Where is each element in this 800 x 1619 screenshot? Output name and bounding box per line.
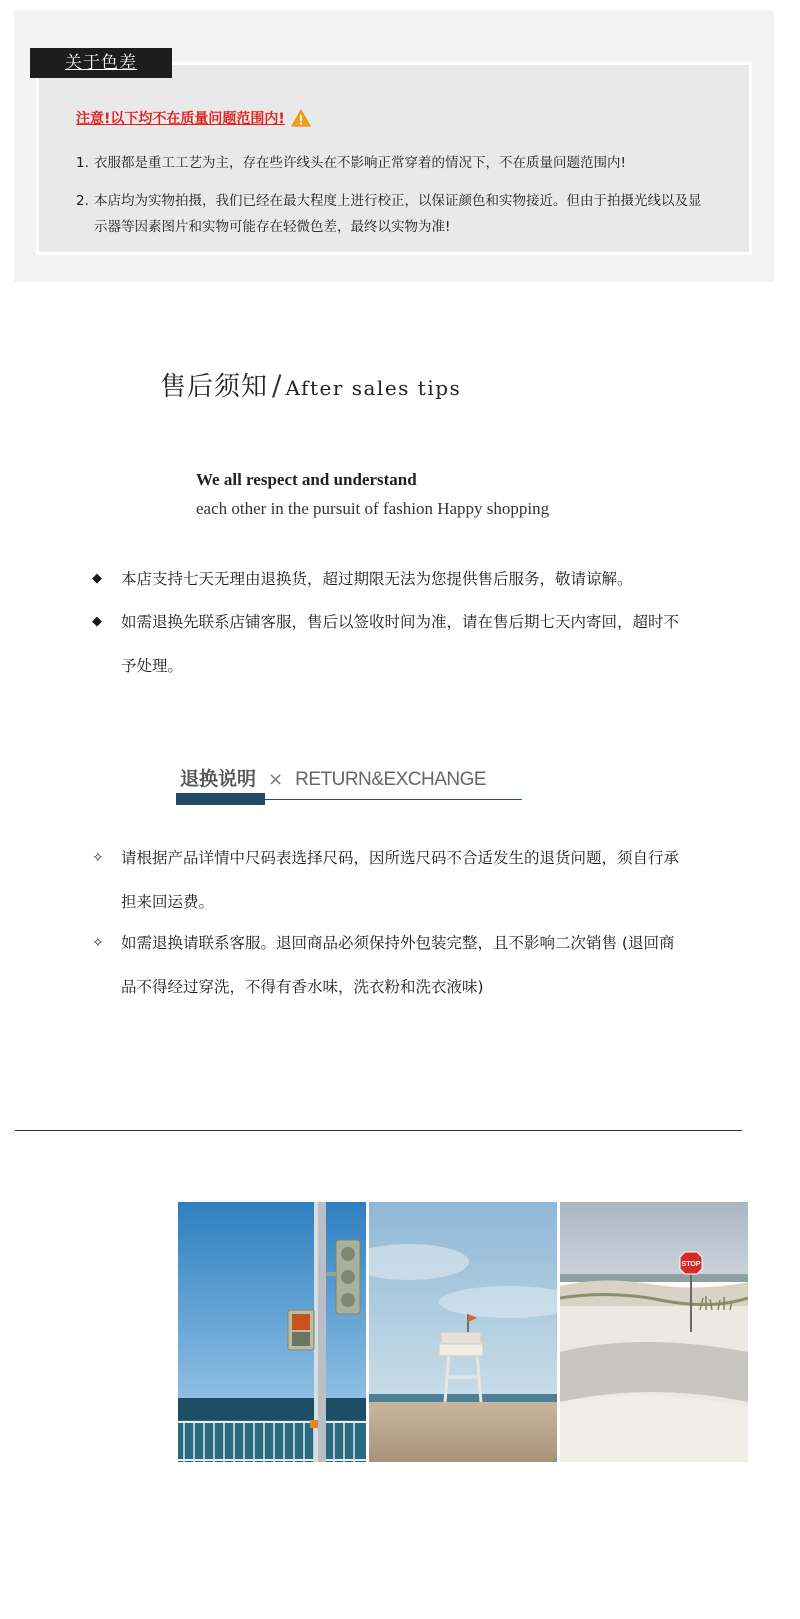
return-exchange-bullet-text: 如需退换请联系客服。退回商品必须保持外包装完整，且不影响二次销售 (退回商品不得经过穿洗，不得有香水味，洗衣粉和洗衣液味) [121,934,675,996]
color-difference-title: 关于色差 [30,48,172,78]
return-exchange-accent-block [176,793,265,805]
sparkle-bullet-icon: ✧ [92,935,104,951]
diamond-bullet-icon: ◆ [92,614,102,629]
after-sales-bullet-text: 如需退换先联系店铺客服，售后以签收时间为准，请在售后期七天内寄回，超时不予处理。 [121,613,680,675]
return-exchange-bullet [92,836,681,924]
return-exchange-bullet-text: 请根据产品详情中尺码表选择尺码，因所选尺码不合适发生的退货问题，须自行承担来回运费。 [121,849,680,911]
item-text: 本店均为实物拍摄，我们已经在最大程度上进行校正，以保证颜色和实物接近。但由于拍摄光线以及显示器等因素图片和实物可能存在轻微色差，最终以实物为准! [94,193,702,235]
stop-sign-text: STOP [681,1261,701,1268]
after-sales-title-en: After sales tips [285,376,462,400]
photo-stop-sign [560,1202,748,1462]
after-sales-slash: / [272,369,282,402]
after-sales-subtitle-2: each other in the pursuit of fashion Happy shopping [196,499,550,518]
quality-warning-text: 注意!以下均不在质量问题范围内! [76,111,285,127]
return-exchange-bullet [92,921,681,1009]
after-sales-bullet [92,600,681,688]
warning-triangle-icon [291,109,311,127]
return-exchange-title-en: RETURN&EXCHANGE [295,769,487,790]
photo-traffic-light [178,1202,366,1462]
return-exchange-heading [180,764,486,791]
after-sales-bullet [92,557,681,601]
item-text: 衣服都是重工工艺为主，存在些许线头在不影响正常穿着的情况下，不在质量问题范围内! [94,155,626,171]
color-difference-item [76,150,716,176]
quality-warning [76,108,311,128]
return-exchange-separator: × [268,769,284,790]
return-exchange-title-cn: 退换说明 [180,768,257,790]
sparkle-bullet-icon: ✧ [92,850,104,866]
diamond-bullet-icon: ◆ [92,571,102,586]
color-difference-item [76,188,716,240]
after-sales-subtitle-1: We all respect and understand [196,470,417,489]
color-difference-panel [14,10,774,282]
after-sales-bullet-text: 本店支持七天无理由退换货，超过期限无法为您提供售后服务，敬请谅解。 [121,570,633,588]
item-number: 2. [76,193,89,209]
after-sales-title-cn: 售后须知 [160,372,269,402]
item-number: 1. [76,155,89,171]
photo-lifeguard-tower [369,1202,557,1462]
section-divider [15,1130,742,1131]
after-sales-heading [160,366,461,403]
